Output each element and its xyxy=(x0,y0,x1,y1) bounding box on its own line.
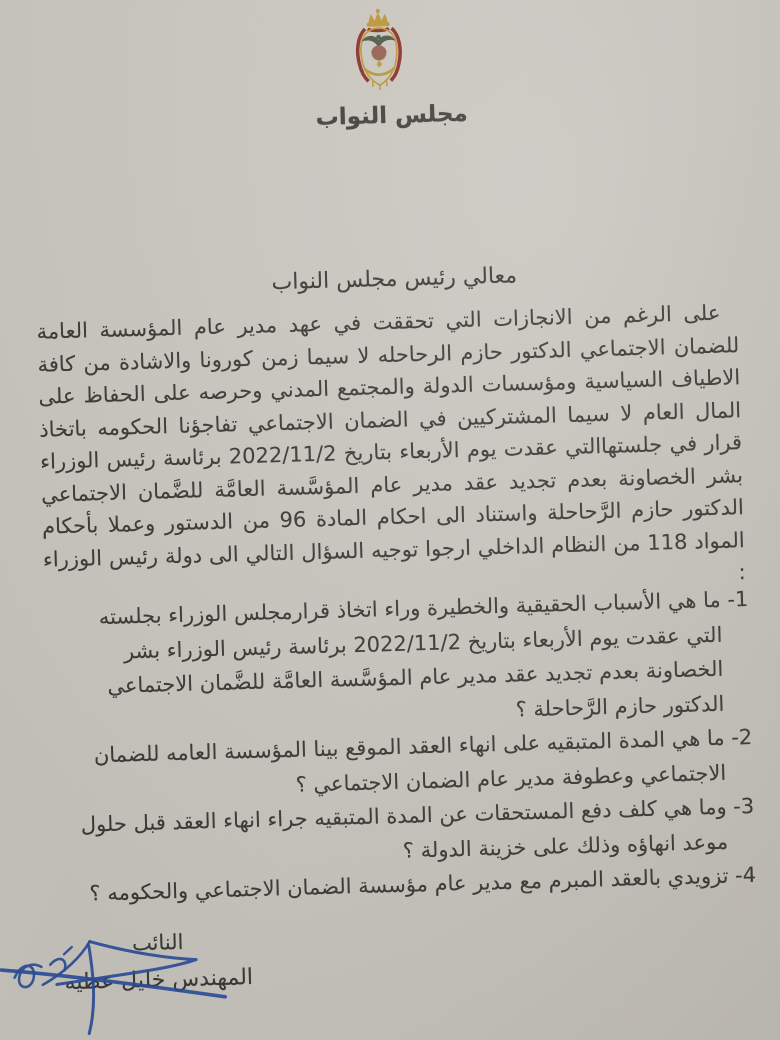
royal-crest-icon xyxy=(343,7,416,103)
question-item-3: 3- وما هي كلف دفع المستحقات عن المدة المتبقيه جراء انهاء العقد قبل حلول موعد انهاؤه وذلك على خزينة الدولة ؟ xyxy=(80,793,755,863)
letter-body: على الرغم من الانجازات التي تحققت في عهد مدير عام المؤسسة العامة للضمان الاجتماعي الدكتور حازم الرحاحله لا سيما زمن كورونا والاشادة من كافة الاطياف السياسية ومؤسسات الدولة والمجتمع المدني وحرصه على الحفاظ على المال العام لا سيما المشتركيين في الضمان الاجتماعي تفاجؤنا الحكومه باتخاذ قرار في جلستهاالتي عقدت يوم الأربعاء بتاريخ 2022/11/2 برئاسة رئيس الوزراء بشر الخصاونة بعدم تجديد عقد مدير عام المؤسَّسة العامَّة للضَّمان الاجتماعي الدكتور حازم الرَّحاحلة واستناد الى احكام المادة 96 من الدستور وعملا بأحكام المواد 118 من النظام الداخلي ارجوا توجيه السؤال التالي الى دولة رئيس الوزراء : xyxy=(36,300,746,585)
question-item-2: 2- ما هي المدة المتبقيه على انهاء العقد الموقع بينا المؤسسة العامه للضمان الاجتماعي وعطوفة مدير عام الضمان الاجتماعي ؟ xyxy=(93,724,753,797)
handwritten-signature xyxy=(0,896,277,1040)
question-item-4: 4- تزويدي بالعقد المبرم مع مدير عام مؤسسة الضمان الاجتماعي والحكومه ؟ xyxy=(89,862,757,906)
org-name-calligraphy: مجلس النواب xyxy=(315,100,469,131)
jordan-royal-crest-logo xyxy=(343,7,416,103)
signer-name: المهندس خليل عطيه xyxy=(64,965,254,996)
questions-list xyxy=(60,582,756,912)
signer-title: النائب xyxy=(131,929,184,956)
salutation: معالي رئيس مجلس النواب xyxy=(271,263,518,296)
question-item-1: 1- ما هي الأسباب الحقيقية والخطيرة وراء اتخاذ قرارمجلس الوزراء بجلسته التي عقدت يوم الأربعاء بتاريخ 2022/11/2 برئاسة رئيس الوزراء بشر الخصاونة بعدم تجديد عقد مدير عام المؤسَّسة العامَّة للضَّمان الاجتماعي الدكتور حازم الرَّحاحلة ؟ xyxy=(98,587,749,722)
